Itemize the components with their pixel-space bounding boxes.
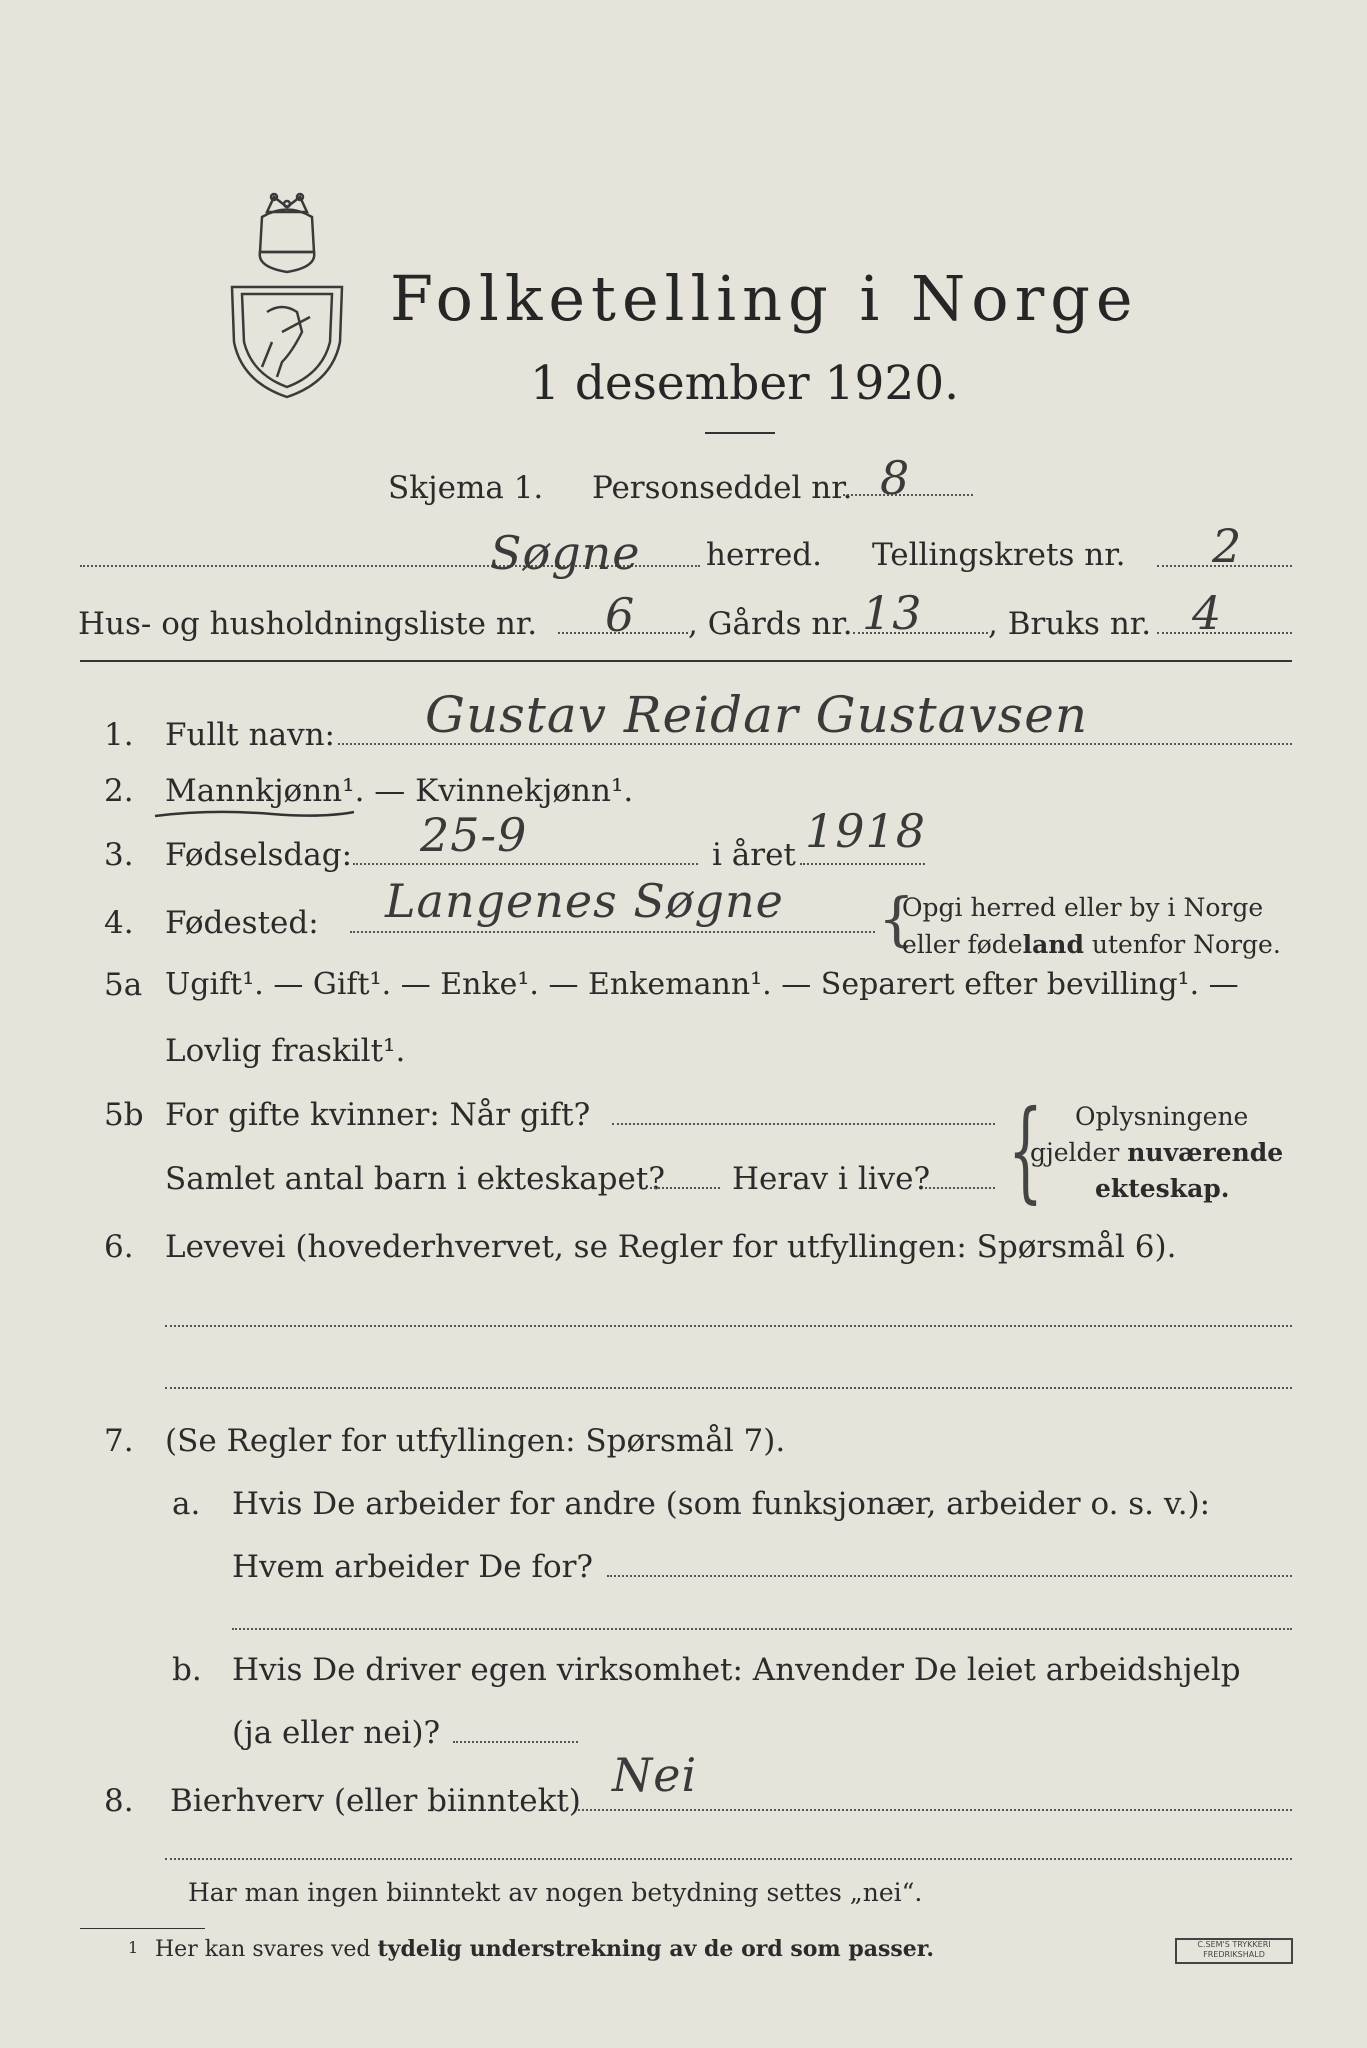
q1-number: 1. <box>104 717 134 753</box>
personseddel-label: Personseddel nr. <box>592 470 853 506</box>
printer-stamp: C.SEM'S TRYKKERI FREDRIKSHALD <box>1175 1938 1293 1964</box>
form-title: Folketelling i Norge <box>390 262 1139 335</box>
side-income-field[interactable] <box>578 1809 1292 1811</box>
q3-number: 3. <box>104 837 134 873</box>
employer-field-line2[interactable] <box>232 1628 1292 1630</box>
title-divider <box>705 432 775 434</box>
q7-number: 7. <box>104 1423 134 1459</box>
skjema-label: Skjema 1. <box>388 470 544 506</box>
birth-year-value: 1918 <box>805 804 927 858</box>
q5a-number: 5a <box>104 967 143 1003</box>
gender-options: Mannkjønn¹. — Kvinnekjønn¹. <box>165 773 634 809</box>
marriage-note-line1: Oplysningene <box>1075 1102 1249 1131</box>
header-divider <box>80 660 1292 662</box>
q5b-number: 5b <box>104 1097 144 1133</box>
side-income-value: Nei <box>612 1748 698 1802</box>
birthplace-note-brace: { <box>878 885 915 953</box>
mannkjonn-underline <box>152 805 357 821</box>
birthplace-value: Langenes Søgne <box>385 874 784 928</box>
gards-value: 13 <box>862 586 923 640</box>
birthplace-note-line2: eller fødeland utenfor Norge. <box>902 930 1281 959</box>
children-alive-label: Herav i live? <box>732 1161 931 1197</box>
hired-help-label: (ja eller nei)? <box>232 1715 441 1751</box>
side-income-label: Bierhverv (eller biinntekt) <box>170 1783 581 1819</box>
full-name-value: Gustav Reidar Gustavsen <box>425 686 1089 744</box>
census-date: 1 desember 1920. <box>530 356 960 411</box>
q4-label: Fødested: <box>165 905 319 941</box>
birthplace-note-line1: Opgi herred eller by i Norge <box>902 893 1264 922</box>
employer-label: Hvem arbeider De for? <box>232 1549 594 1585</box>
birthplace-field[interactable] <box>350 931 875 933</box>
herred-label: herred. <box>706 537 822 573</box>
birthday-value: 25-9 <box>420 808 528 862</box>
employer-field[interactable] <box>607 1575 1292 1577</box>
marriage-note-brace: { <box>1008 1086 1043 1214</box>
q7b-letter: b. <box>172 1652 202 1688</box>
q7-label: (Se Regler for utfyllingen: Spørsmål 7). <box>165 1423 786 1459</box>
herred-value: Søgne <box>490 526 641 580</box>
married-when-label: For gifte kvinner: Når gift? <box>165 1097 591 1133</box>
tellingskrets-label: Tellingskrets nr. <box>872 537 1126 573</box>
nei-instruction: Har man ingen biinntekt av nogen betydning settes „nei“. <box>188 1878 923 1907</box>
q7a-question: Hvis De arbeider for andre (som funksjonær, arbeider o. s. v.): <box>232 1486 1211 1522</box>
marriage-note-line3: ekteskap. <box>1095 1174 1230 1203</box>
footnote-marker: 1 <box>128 1938 139 1957</box>
gards-label: , Gårds nr. <box>688 606 853 642</box>
q6-number: 6. <box>104 1229 134 1265</box>
q7b-question: Hvis De driver egen virksomhet: Anvender De leiet arbeidshjelp <box>232 1652 1241 1688</box>
occupation-label: Levevei (hovederhvervet, se Regler for utfyllingen: Spørsmål 6). <box>165 1229 1177 1265</box>
bruks-label: , Bruks nr. <box>988 606 1152 642</box>
q1-label: Fullt navn: <box>165 717 335 753</box>
coat-of-arms-icon <box>222 192 352 402</box>
hus-label: Hus- og husholdningsliste nr. <box>78 606 538 642</box>
footnote-text: Her kan svares ved tydelig understrekning av de ord som passer. <box>155 1936 935 1962</box>
birthday-field[interactable] <box>353 863 698 865</box>
birth-year-field[interactable] <box>800 863 925 865</box>
marriage-note-line2: gjelder nuværende <box>1030 1138 1284 1167</box>
q8-number: 8. <box>104 1783 134 1819</box>
q7a-letter: a. <box>172 1486 201 1522</box>
tellingskrets-value: 2 <box>1212 519 1243 573</box>
occupation-field-line2[interactable] <box>165 1387 1292 1389</box>
married-when-field[interactable] <box>612 1123 995 1125</box>
bruks-field[interactable] <box>1157 632 1292 634</box>
q3-label: Fødselsdag: <box>165 837 353 873</box>
birth-year-label: i året <box>712 837 796 873</box>
children-alive-field[interactable] <box>925 1187 995 1189</box>
bruks-value: 4 <box>1192 586 1223 640</box>
hus-value: 6 <box>605 588 636 642</box>
hired-help-field[interactable] <box>453 1741 578 1743</box>
personseddel-value: 8 <box>880 451 911 505</box>
children-count-label: Samlet antal barn i ekteskapet? <box>165 1161 665 1197</box>
footnote-divider <box>80 1928 205 1929</box>
q4-number: 4. <box>104 905 134 941</box>
marital-status-options-cont: Lovlig fraskilt¹. <box>165 1033 406 1069</box>
side-income-field-line2[interactable] <box>165 1858 1292 1860</box>
children-count-field[interactable] <box>650 1187 720 1189</box>
occupation-field-line1[interactable] <box>165 1325 1292 1327</box>
q2-number: 2. <box>104 773 134 809</box>
marital-status-options: Ugift¹. — Gift¹. — Enke¹. — Enkemann¹. — Separert efter bevilling¹. — <box>165 967 1239 1002</box>
